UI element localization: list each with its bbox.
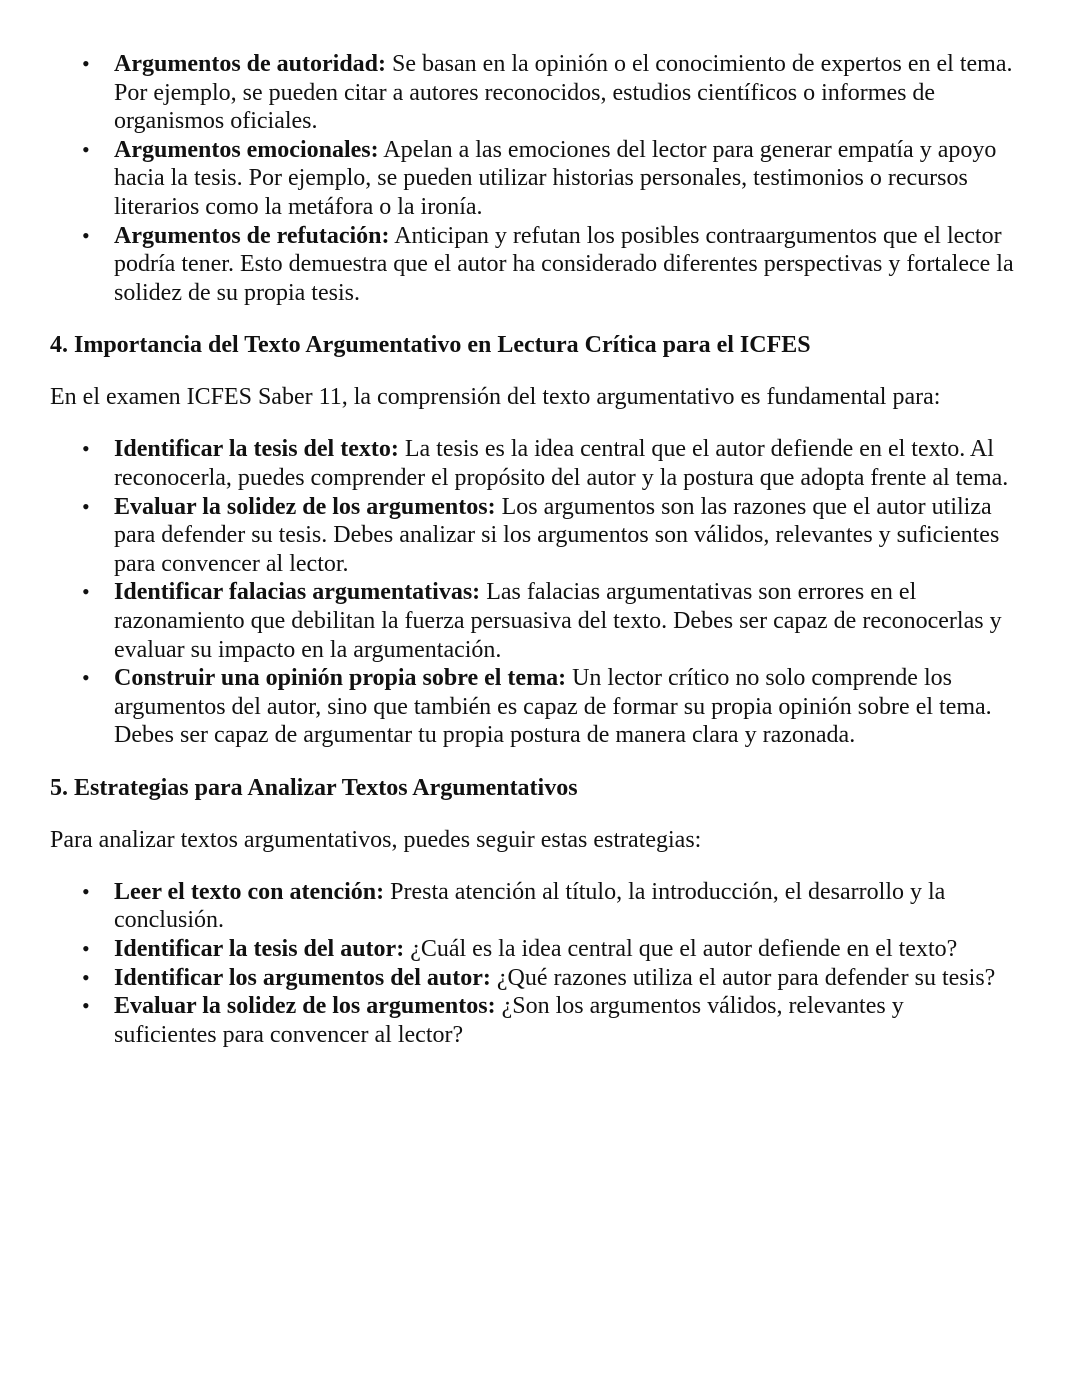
item-term: Argumentos de autoridad: (114, 51, 387, 77)
item-term: Evaluar la solidez de los argumentos: (114, 493, 496, 520)
item-text: ¿Son los argumentos válidos, relevantes y suficientes para convencer al lector? (114, 993, 904, 1048)
list-item (114, 435, 1029, 492)
list-item (114, 992, 974, 1049)
item-text: Se basan en la opinión o el conocimiento de expertos en el tema. Por ejemplo, se pueden citar a autores reconocidos, estudios científicos o informes de organismos oficiales. (114, 51, 1013, 135)
item-text: ¿Cuál es la idea central que el autor defiende en el texto? (404, 936, 958, 963)
section-4-heading: 4. Importancia del Texto Argumentativo en Lectura Crítica para el ICFES (50, 332, 811, 359)
section-5-intro: Para analizar textos argumentativos, puedes seguir estas estrategias: (50, 826, 702, 853)
item-text: Los argumentos son las razones que el autor utiliza para defender su tesis. Debes analizar si los argumentos son válidos, relevantes y suficientes para convencer al lector. (114, 493, 1000, 577)
item-term: Leer el texto con atención: (114, 878, 385, 905)
item-term: Identificar los argumentos del autor: (114, 964, 491, 991)
list-item (114, 964, 1044, 993)
item-text: Apelan a las emociones del lector para generar empatía y apoyo hacia la tesis. Por ejemplo, se pueden utilizar historias personales, testimonios o recursos literarios como la metáfora o la ironía. (114, 136, 997, 220)
item-text: Presta atención al título, la introducción, el desarrollo y la conclusión. (114, 878, 946, 934)
section-4-intro: En el examen ICFES Saber 11, la comprensión del texto argumentativo es fundamental para: (50, 384, 941, 411)
list-item (114, 878, 994, 935)
list-item (114, 50, 1044, 136)
list-item (114, 493, 1034, 579)
item-term: Evaluar la solidez de los argumentos: (114, 993, 496, 1020)
item-text: Un lector crítico no solo comprende los argumentos del autor, sino que también es capaz de formar su propia opinión sobre el tema. Debes ser capaz de argumentar tu propia postura de manera clara y razonada. (114, 665, 992, 749)
list-item (114, 578, 1039, 664)
list-item (114, 136, 1044, 222)
item-text: Anticipan y refutan los posibles contraargumentos que el lector podría tener. Esto demuestra que el autor ha considerado diferentes perspectivas y fortalece la solidez de su propia tesis. (114, 222, 1014, 306)
item-text: Las falacias argumentativas son errores en el razonamiento que debilitan la fuerza persuasiva del texto. Debes ser capaz de reconocerlas y evaluar su impacto en la argumentación. (114, 579, 1002, 663)
item-text: La tesis es la idea central que el autor defiende en el texto. Al reconocerla, puedes comprender el propósito del autor y la postura que adopta frente al tema. (114, 436, 1009, 491)
list-item (114, 664, 1029, 750)
item-term: Identificar la tesis del autor: (114, 936, 405, 963)
list-item (114, 222, 1044, 308)
argument-types-list (50, 50, 1030, 307)
item-term: Construir una opinión propia sobre el tema: (114, 665, 567, 692)
strategies-list (50, 878, 1030, 1050)
item-term: Argumentos de refutación: (114, 222, 390, 249)
item-term: Identificar falacias argumentativas: (114, 579, 481, 606)
item-term: Identificar la tesis del texto: (114, 436, 399, 463)
list-item (114, 935, 1044, 964)
item-text: ¿Qué razones utiliza el autor para defender su tesis? (490, 964, 996, 991)
importance-list (50, 435, 1030, 750)
section-5-heading: 5. Estrategias para Analizar Textos Argumentativos (50, 774, 578, 801)
item-term: Argumentos emocionales: (114, 136, 379, 163)
